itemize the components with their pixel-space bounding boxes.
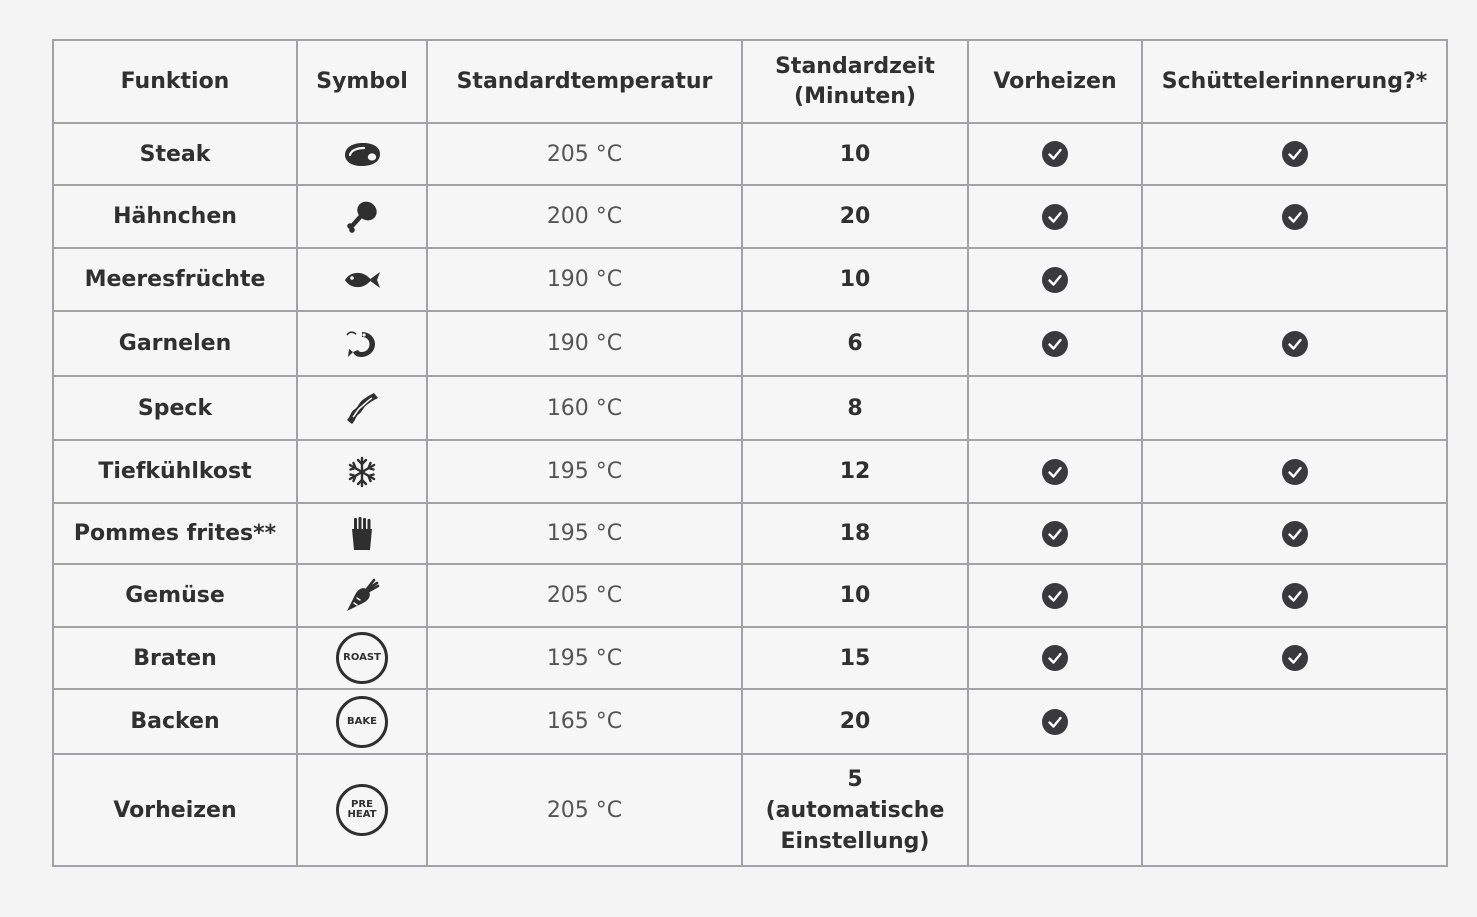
shake-cell — [1142, 311, 1447, 376]
time-minutes: 6 — [742, 311, 968, 376]
roast-icon — [336, 632, 388, 684]
symbol-cell — [297, 689, 427, 754]
time-minutes: 20 — [742, 185, 968, 248]
shrimp-icon — [344, 326, 380, 362]
chicken-leg-icon — [344, 199, 380, 235]
function-name: Pommes frites** — [53, 503, 297, 564]
preheat-cell — [968, 440, 1142, 503]
temperature: 195 °C — [427, 440, 742, 503]
symbol-cell — [297, 376, 427, 440]
header-symbol: Symbol — [297, 40, 427, 123]
time-minutes: 10 — [742, 564, 968, 627]
fish-icon — [342, 267, 382, 293]
preheat-cell — [968, 564, 1142, 627]
shake-cell — [1142, 376, 1447, 440]
shake-cell — [1142, 754, 1447, 866]
time-minutes — [742, 754, 968, 866]
temperature: 205 °C — [427, 754, 742, 866]
preheat-cell — [968, 627, 1142, 689]
check-icon — [1281, 644, 1309, 672]
bake-badge-label: BAKE — [347, 715, 377, 727]
shake-cell — [1142, 185, 1447, 248]
table-row — [53, 503, 1447, 564]
time-minutes: 20 — [742, 689, 968, 754]
symbol-cell — [297, 503, 427, 564]
table-row — [53, 689, 1447, 754]
function-name: Steak — [53, 123, 297, 185]
preheat-cell — [968, 185, 1142, 248]
shake-cell — [1142, 123, 1447, 185]
temperature: 165 °C — [427, 689, 742, 754]
roast-badge-label: ROAST — [343, 652, 381, 663]
preheat-cell — [968, 754, 1142, 866]
temperature: 195 °C — [427, 503, 742, 564]
temperature: 190 °C — [427, 311, 742, 376]
header-time-line2: (Minuten) — [794, 83, 916, 109]
check-icon — [1281, 203, 1309, 231]
symbol-cell — [297, 185, 427, 248]
temperature: 200 °C — [427, 185, 742, 248]
symbol-cell — [297, 311, 427, 376]
function-name: Tiefkühlkost — [53, 440, 297, 503]
preheat-cell — [968, 311, 1142, 376]
shake-cell — [1142, 248, 1447, 311]
preheat-badge-line2: HEAT — [347, 809, 377, 820]
bacon-icon — [344, 391, 380, 425]
table-row — [53, 248, 1447, 311]
header-time — [742, 40, 968, 123]
symbol-cell — [297, 123, 427, 185]
shake-cell — [1142, 503, 1447, 564]
header-time-line1: Standardzeit — [775, 53, 935, 79]
symbol-cell — [297, 627, 427, 689]
preheat-cell — [968, 689, 1142, 754]
time-minutes: 12 — [742, 440, 968, 503]
time-minutes: 10 — [742, 248, 968, 311]
check-icon — [1281, 520, 1309, 548]
temperature: 190 °C — [427, 248, 742, 311]
table-row — [53, 754, 1447, 866]
temperature: 195 °C — [427, 627, 742, 689]
function-name: Meeresfrüchte — [53, 248, 297, 311]
header-funktion: Funktion — [53, 40, 297, 123]
temperature: 205 °C — [427, 564, 742, 627]
function-name: Garnelen — [53, 311, 297, 376]
header-temperature: Standardtemperatur — [427, 40, 742, 123]
preheat-cell — [968, 248, 1142, 311]
shake-cell — [1142, 440, 1447, 503]
time-minutes: 8 — [742, 376, 968, 440]
check-icon — [1041, 330, 1069, 358]
function-name: Backen — [53, 689, 297, 754]
check-icon — [1281, 458, 1309, 486]
function-name: Hähnchen — [53, 185, 297, 248]
steak-icon — [341, 139, 383, 169]
function-name: Vorheizen — [53, 754, 297, 866]
time-note-line1: (automatische — [765, 797, 945, 823]
function-name: Gemüse — [53, 564, 297, 627]
check-icon — [1041, 582, 1069, 610]
symbol-cell — [297, 754, 427, 866]
table-row — [53, 123, 1447, 185]
temperature: 160 °C — [427, 376, 742, 440]
snowflake-icon — [345, 455, 379, 489]
preheat-cell — [968, 123, 1142, 185]
shake-cell — [1142, 564, 1447, 627]
function-name: Braten — [53, 627, 297, 689]
time-minutes: 15 — [742, 627, 968, 689]
check-icon — [1041, 708, 1069, 736]
shake-cell — [1142, 689, 1447, 754]
header-row — [53, 40, 1447, 123]
header-shake: Schüttelerinnerung?* — [1142, 40, 1447, 123]
check-icon — [1041, 140, 1069, 168]
time-minutes: 10 — [742, 123, 968, 185]
check-icon — [1281, 330, 1309, 358]
header-preheat: Vorheizen — [968, 40, 1142, 123]
table-row — [53, 564, 1447, 627]
check-icon — [1041, 520, 1069, 548]
carrot-icon — [344, 578, 380, 614]
symbol-cell — [297, 564, 427, 627]
check-icon — [1041, 266, 1069, 294]
symbol-cell — [297, 248, 427, 311]
preheat-cell — [968, 376, 1142, 440]
table-row — [53, 440, 1447, 503]
cooking-functions-table — [52, 39, 1448, 867]
temperature: 205 °C — [427, 123, 742, 185]
table-row — [53, 627, 1447, 689]
symbol-cell — [297, 440, 427, 503]
bake-icon — [336, 696, 388, 748]
check-icon — [1281, 582, 1309, 610]
shake-cell — [1142, 627, 1447, 689]
preheat-icon — [336, 784, 388, 836]
fries-icon — [349, 516, 375, 552]
check-icon — [1041, 203, 1069, 231]
time-note-line2: Einstellung) — [780, 828, 930, 854]
table-row — [53, 311, 1447, 376]
time-value: 5 — [847, 766, 863, 792]
preheat-badge-line1: PRE — [351, 799, 373, 810]
preheat-cell — [968, 503, 1142, 564]
check-icon — [1041, 644, 1069, 672]
function-name: Speck — [53, 376, 297, 440]
check-icon — [1281, 140, 1309, 168]
check-icon — [1041, 458, 1069, 486]
table-row — [53, 185, 1447, 248]
time-minutes: 18 — [742, 503, 968, 564]
table-row — [53, 376, 1447, 440]
